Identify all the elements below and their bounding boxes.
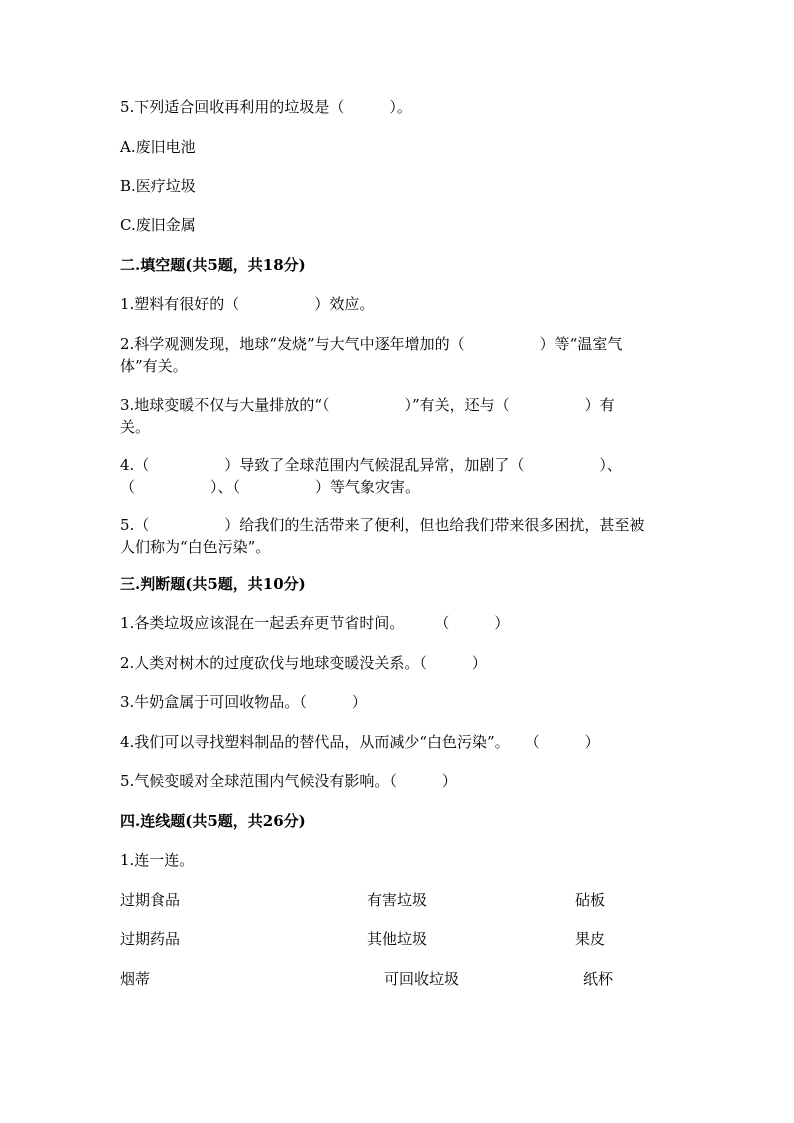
match-right-item: 砧板 bbox=[575, 891, 606, 909]
judge-question-1: 1.各类垃圾应该混在一起丢弃更节省时间。 （ ） bbox=[120, 614, 510, 632]
fill-question-1: 1.塑料有很好的（ ）效应。 bbox=[120, 295, 375, 313]
option-c: C.废旧金属 bbox=[120, 216, 196, 234]
option-b: B.医疗垃圾 bbox=[120, 177, 196, 195]
match-middle-item: 有害垃圾 bbox=[367, 891, 428, 909]
fill-question-2-line2: 体”有关。 bbox=[120, 357, 188, 375]
section-heading-fill-blank: 二.填空题(共5题，共18分) bbox=[120, 256, 306, 274]
match-left-item: 过期食品 bbox=[120, 891, 181, 909]
fill-question-3-line2: 关。 bbox=[120, 418, 151, 436]
match-right-item: 纸杯 bbox=[583, 970, 614, 988]
matching-question-1: 1.连一连。 bbox=[120, 851, 195, 869]
match-middle-item: 其他垃圾 bbox=[367, 930, 428, 948]
fill-question-4-line1: 4.（ ）导致了全球范围内气候混乱异常，加剧了（ ）、 bbox=[120, 456, 622, 474]
match-left-item: 过期药品 bbox=[120, 930, 181, 948]
judge-question-3: 3.牛奶盒属于可回收物品。（ ） bbox=[120, 693, 367, 711]
option-a: A.废旧电池 bbox=[120, 138, 196, 156]
judge-question-5: 5.气候变暖对全球范围内气候没有影响。（ ） bbox=[120, 772, 457, 790]
fill-question-2-line1: 2.科学观测发现，地球“发烧”与大气中逐年增加的（ ）等“温室气 bbox=[120, 335, 623, 353]
fill-question-5-line1: 5.（ ）给我们的生活带来了便利，但也给我们带来很多困扰，甚至被 bbox=[120, 516, 645, 534]
fill-question-3-line1: 3.地球变暖不仅与大量排放的“（ ）”有关，还与（ ）有 bbox=[120, 396, 615, 414]
fill-question-4-line2: （ ）、（ ）等气象灾害。 bbox=[120, 478, 421, 496]
judge-question-4: 4.我们可以寻找塑料制品的替代品，从而减少“白色污染”。 （ ） bbox=[120, 733, 600, 751]
section-heading-matching: 四.连线题(共5题，共26分) bbox=[120, 812, 306, 830]
match-right-item: 果皮 bbox=[575, 930, 606, 948]
fill-question-5-line2: 人们称为“白色污染”。 bbox=[120, 538, 271, 556]
match-left-item: 烟蒂 bbox=[120, 970, 151, 988]
question-5: 5.下列适合回收再利用的垃圾是（ ）。 bbox=[120, 98, 412, 116]
judge-question-2: 2.人类对树木的过度砍伐与地球变暖没关系。（ ） bbox=[120, 654, 487, 672]
section-heading-true-false: 三.判断题(共5题，共10分) bbox=[120, 575, 306, 593]
match-middle-item: 可回收垃圾 bbox=[384, 970, 460, 988]
